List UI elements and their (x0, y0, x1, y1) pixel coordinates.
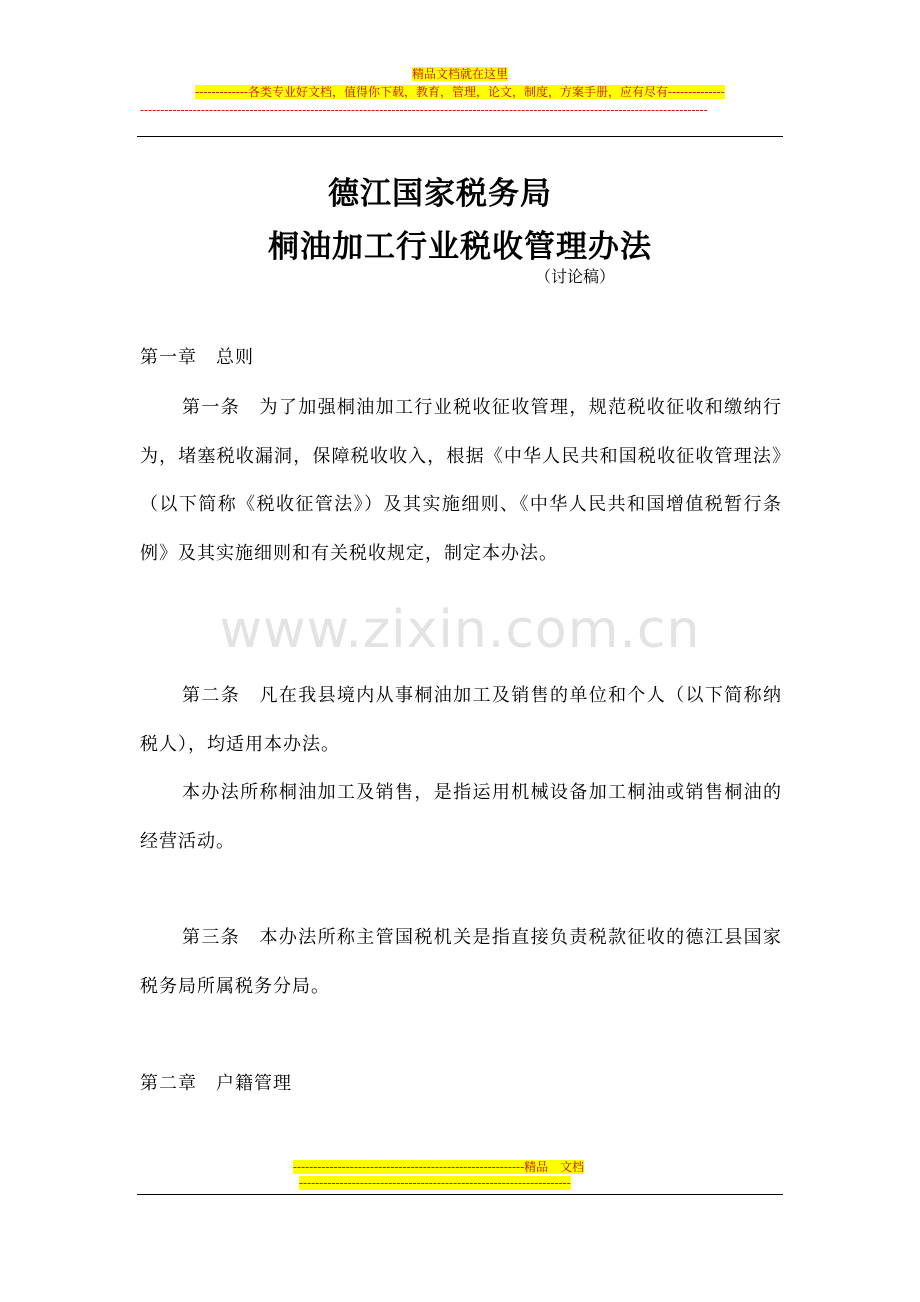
footer-line2: ------------------------------------------------------------------- (299, 1176, 571, 1190)
article-2: 第二条 凡在我县境内从事桐油加工及销售的单位和个人（以下简称纳税人），均适用本办法。 (140, 685, 782, 755)
chapter-2-heading: 第二章 户籍管理 (140, 1073, 292, 1094)
header-dashes: -------------------------------------------------------------------------------------------------------------------------------------------- (140, 103, 708, 117)
watermark: www.zixin.com.cn (219, 600, 701, 660)
document-title-line2: 桐油加工行业税收管理办法 (268, 229, 652, 265)
header-site-title: 精品文档就在这里 (411, 67, 508, 81)
article-1: 第一条 为了加强桐油加工行业税收征收管理，规范税收征收和缴纳行为，堵塞税收漏洞，保障税收收入，根据《中华人民共和国税收征收管理法》（以下简称《税收征管法》）及其实施细则、《中华人民共和国增值税暂行条例》及其实施细则和有关税收规定，制定本办法。 (140, 397, 782, 564)
header-slogan: -------------各类专业好文档，值得你下载，教育，管理，论文，制度，方案手册，应有尽有-------------- (195, 85, 725, 99)
chapter-1-heading: 第一章 总则 (140, 347, 254, 368)
footer-line1: ---------------------------------------------------------精品 文档 (293, 1160, 585, 1174)
article-3: 第三条 本办法所称主管国税机关是指直接负责税款征收的德江县国家税务局所属税务分局。 (140, 927, 782, 997)
article-2-paragraph-2: 本办法所称桐油加工及销售，是指运用机械设备加工桐油或销售桐油的经营活动。 (140, 782, 782, 852)
footer-rule (137, 1194, 783, 1195)
header-rule (137, 136, 783, 137)
draft-note: （讨论稿） (535, 267, 616, 286)
document-title-line1: 德江国家税务局 (328, 176, 552, 212)
